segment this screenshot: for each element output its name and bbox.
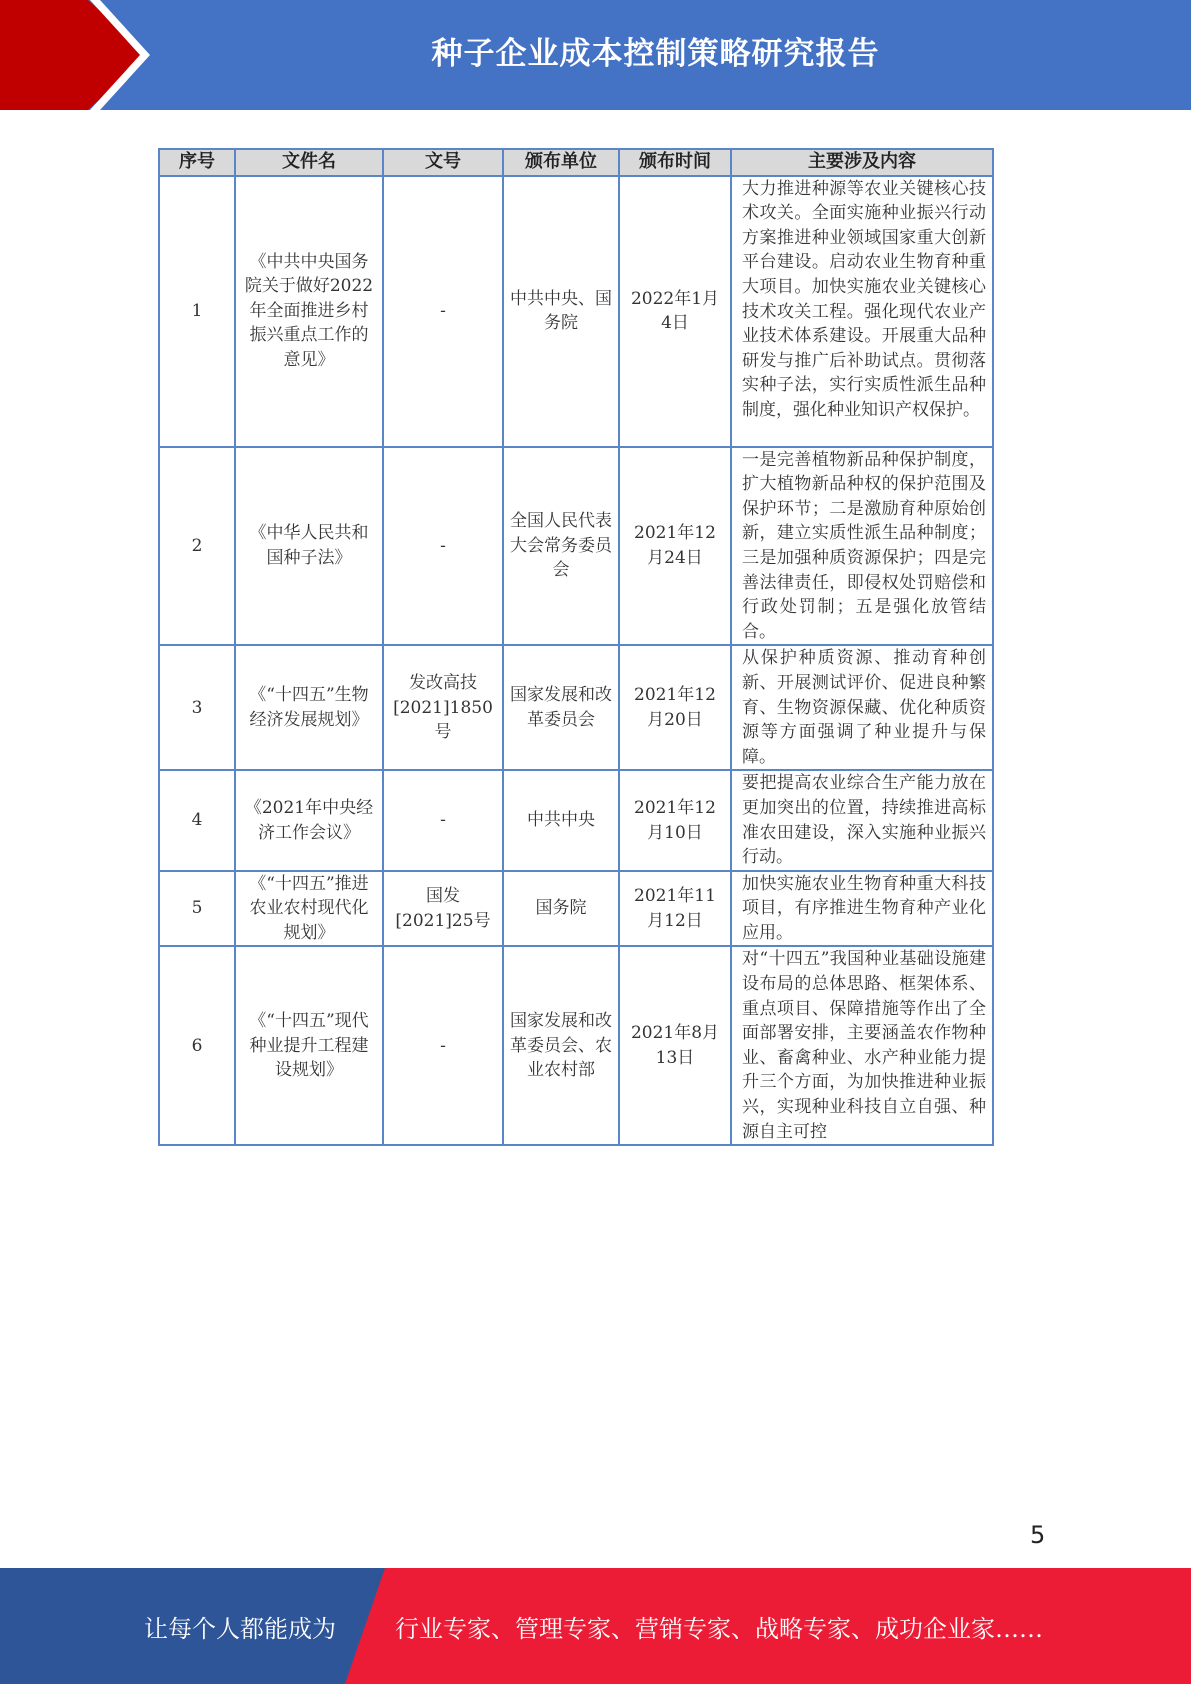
report-title: 种子企业成本控制策略研究报告	[431, 35, 880, 72]
cell-doc-no: 发改高技[2021]1850号	[383, 645, 503, 770]
cell-name: 《2021年中央经济工作会议》	[235, 770, 383, 870]
cell-name: 《“十四五”推进农业农村现代化规划》	[235, 871, 383, 947]
header-cell-doc-no: 文号	[383, 149, 503, 176]
header-cell-issuer: 颁布单位	[503, 149, 619, 176]
page-header	[0, 0, 1191, 110]
page-number: 5	[1030, 1521, 1046, 1549]
page-footer	[0, 1568, 1191, 1684]
cell-content: 一是完善植物新品种保护制度，扩大植物新品种权的保护范围及保护环节；二是激励育种原始创新，建立实质性派生品种制度；三是加强种质资源保护；四是完善法律责任，即侵权处罚赔偿和行政处罚制；五是强化放管结合。	[731, 447, 993, 646]
header-cell-content: 主要涉及内容	[731, 149, 993, 176]
cell-issuer: 国家发展和改革委员会	[503, 645, 619, 770]
policy-table-container	[158, 148, 992, 1146]
cell-doc-no: -	[383, 447, 503, 646]
table-row	[159, 946, 993, 1145]
cell-date: 2021年12月24日	[619, 447, 731, 646]
cell-name: 《中共中央国务院关于做好2022年全面推进乡村振兴重点工作的意见》	[235, 176, 383, 447]
cell-content: 大力推进种源等农业关键核心技术攻关。全面实施种业振兴行动方案推进种业领域国家重大创新平台建设。启动农业生物育种重大项目。加快实施农业关键核心技术攻关工程。强化现代农业产业技术体系建设。开展重大品种研发与推广后补助试点。贯彻落实种子法，实行实质性派生品种制度，强化种业知识产权保护。	[731, 176, 993, 447]
cell-no: 3	[159, 645, 235, 770]
table-row	[159, 176, 993, 447]
footer-slogan-right: 行业专家、管理专家、营销专家、战略专家、成功企业家……	[395, 1614, 1043, 1643]
cell-doc-no: -	[383, 946, 503, 1145]
policy-table	[158, 148, 994, 1146]
cell-doc-no: -	[383, 176, 503, 447]
header-cell-name: 文件名	[235, 149, 383, 176]
cell-content: 要把提高农业综合生产能力放在更加突出的位置，持续推进高标准农田建设，深入实施种业振兴行动。	[731, 770, 993, 870]
cell-content: 对“十四五”我国种业基础设施建设布局的总体思路、框架体系、重点项目、保障措施等作出了全面部署安排，主要涵盖农作物种业、畜禽种业、水产种业能力提升三个方面，为加快推进种业振兴，实现种业科技自立自强、种源自主可控	[731, 946, 993, 1145]
table-row	[159, 770, 993, 870]
cell-name: 《“十四五”生物经济发展规划》	[235, 645, 383, 770]
table-row	[159, 871, 993, 947]
footer-slogan-left: 让每个人都能成为	[144, 1614, 336, 1643]
table-header-row	[159, 149, 993, 176]
header-cell-date: 颁布时间	[619, 149, 731, 176]
cell-date: 2022年1月4日	[619, 176, 731, 447]
cell-name: 《“十四五”现代种业提升工程建设规划》	[235, 946, 383, 1145]
table-row	[159, 645, 993, 770]
cell-issuer: 国务院	[503, 871, 619, 947]
cell-doc-no: 国发[2021]25号	[383, 871, 503, 947]
cell-issuer: 中共中央、国务院	[503, 176, 619, 447]
cell-issuer: 全国人民代表大会常务委员会	[503, 447, 619, 646]
cell-name: 《中华人民共和国种子法》	[235, 447, 383, 646]
cell-no: 4	[159, 770, 235, 870]
red-chevron-shape	[0, 0, 148, 110]
cell-content: 加快实施农业生物育种重大科技项目，有序推进生物育种产业化应用。	[731, 871, 993, 947]
cell-issuer: 国家发展和改革委员会、农业农村部	[503, 946, 619, 1145]
cell-content: 从保护种质资源、推动育种创新、开展测试评价、促进良种繁育、生物资源保藏、优化种质资源等方面强调了种业提升与保障。	[731, 645, 993, 770]
cell-no: 2	[159, 447, 235, 646]
cell-doc-no: -	[383, 770, 503, 870]
cell-no: 5	[159, 871, 235, 947]
cell-no: 1	[159, 176, 235, 447]
table-row	[159, 447, 993, 646]
cell-date: 2021年8月13日	[619, 946, 731, 1145]
cell-no: 6	[159, 946, 235, 1145]
cell-date: 2021年12月10日	[619, 770, 731, 870]
cell-date: 2021年12月20日	[619, 645, 731, 770]
header-cell-no: 序号	[159, 149, 235, 176]
cell-issuer: 中共中央	[503, 770, 619, 870]
cell-date: 2021年11月12日	[619, 871, 731, 947]
